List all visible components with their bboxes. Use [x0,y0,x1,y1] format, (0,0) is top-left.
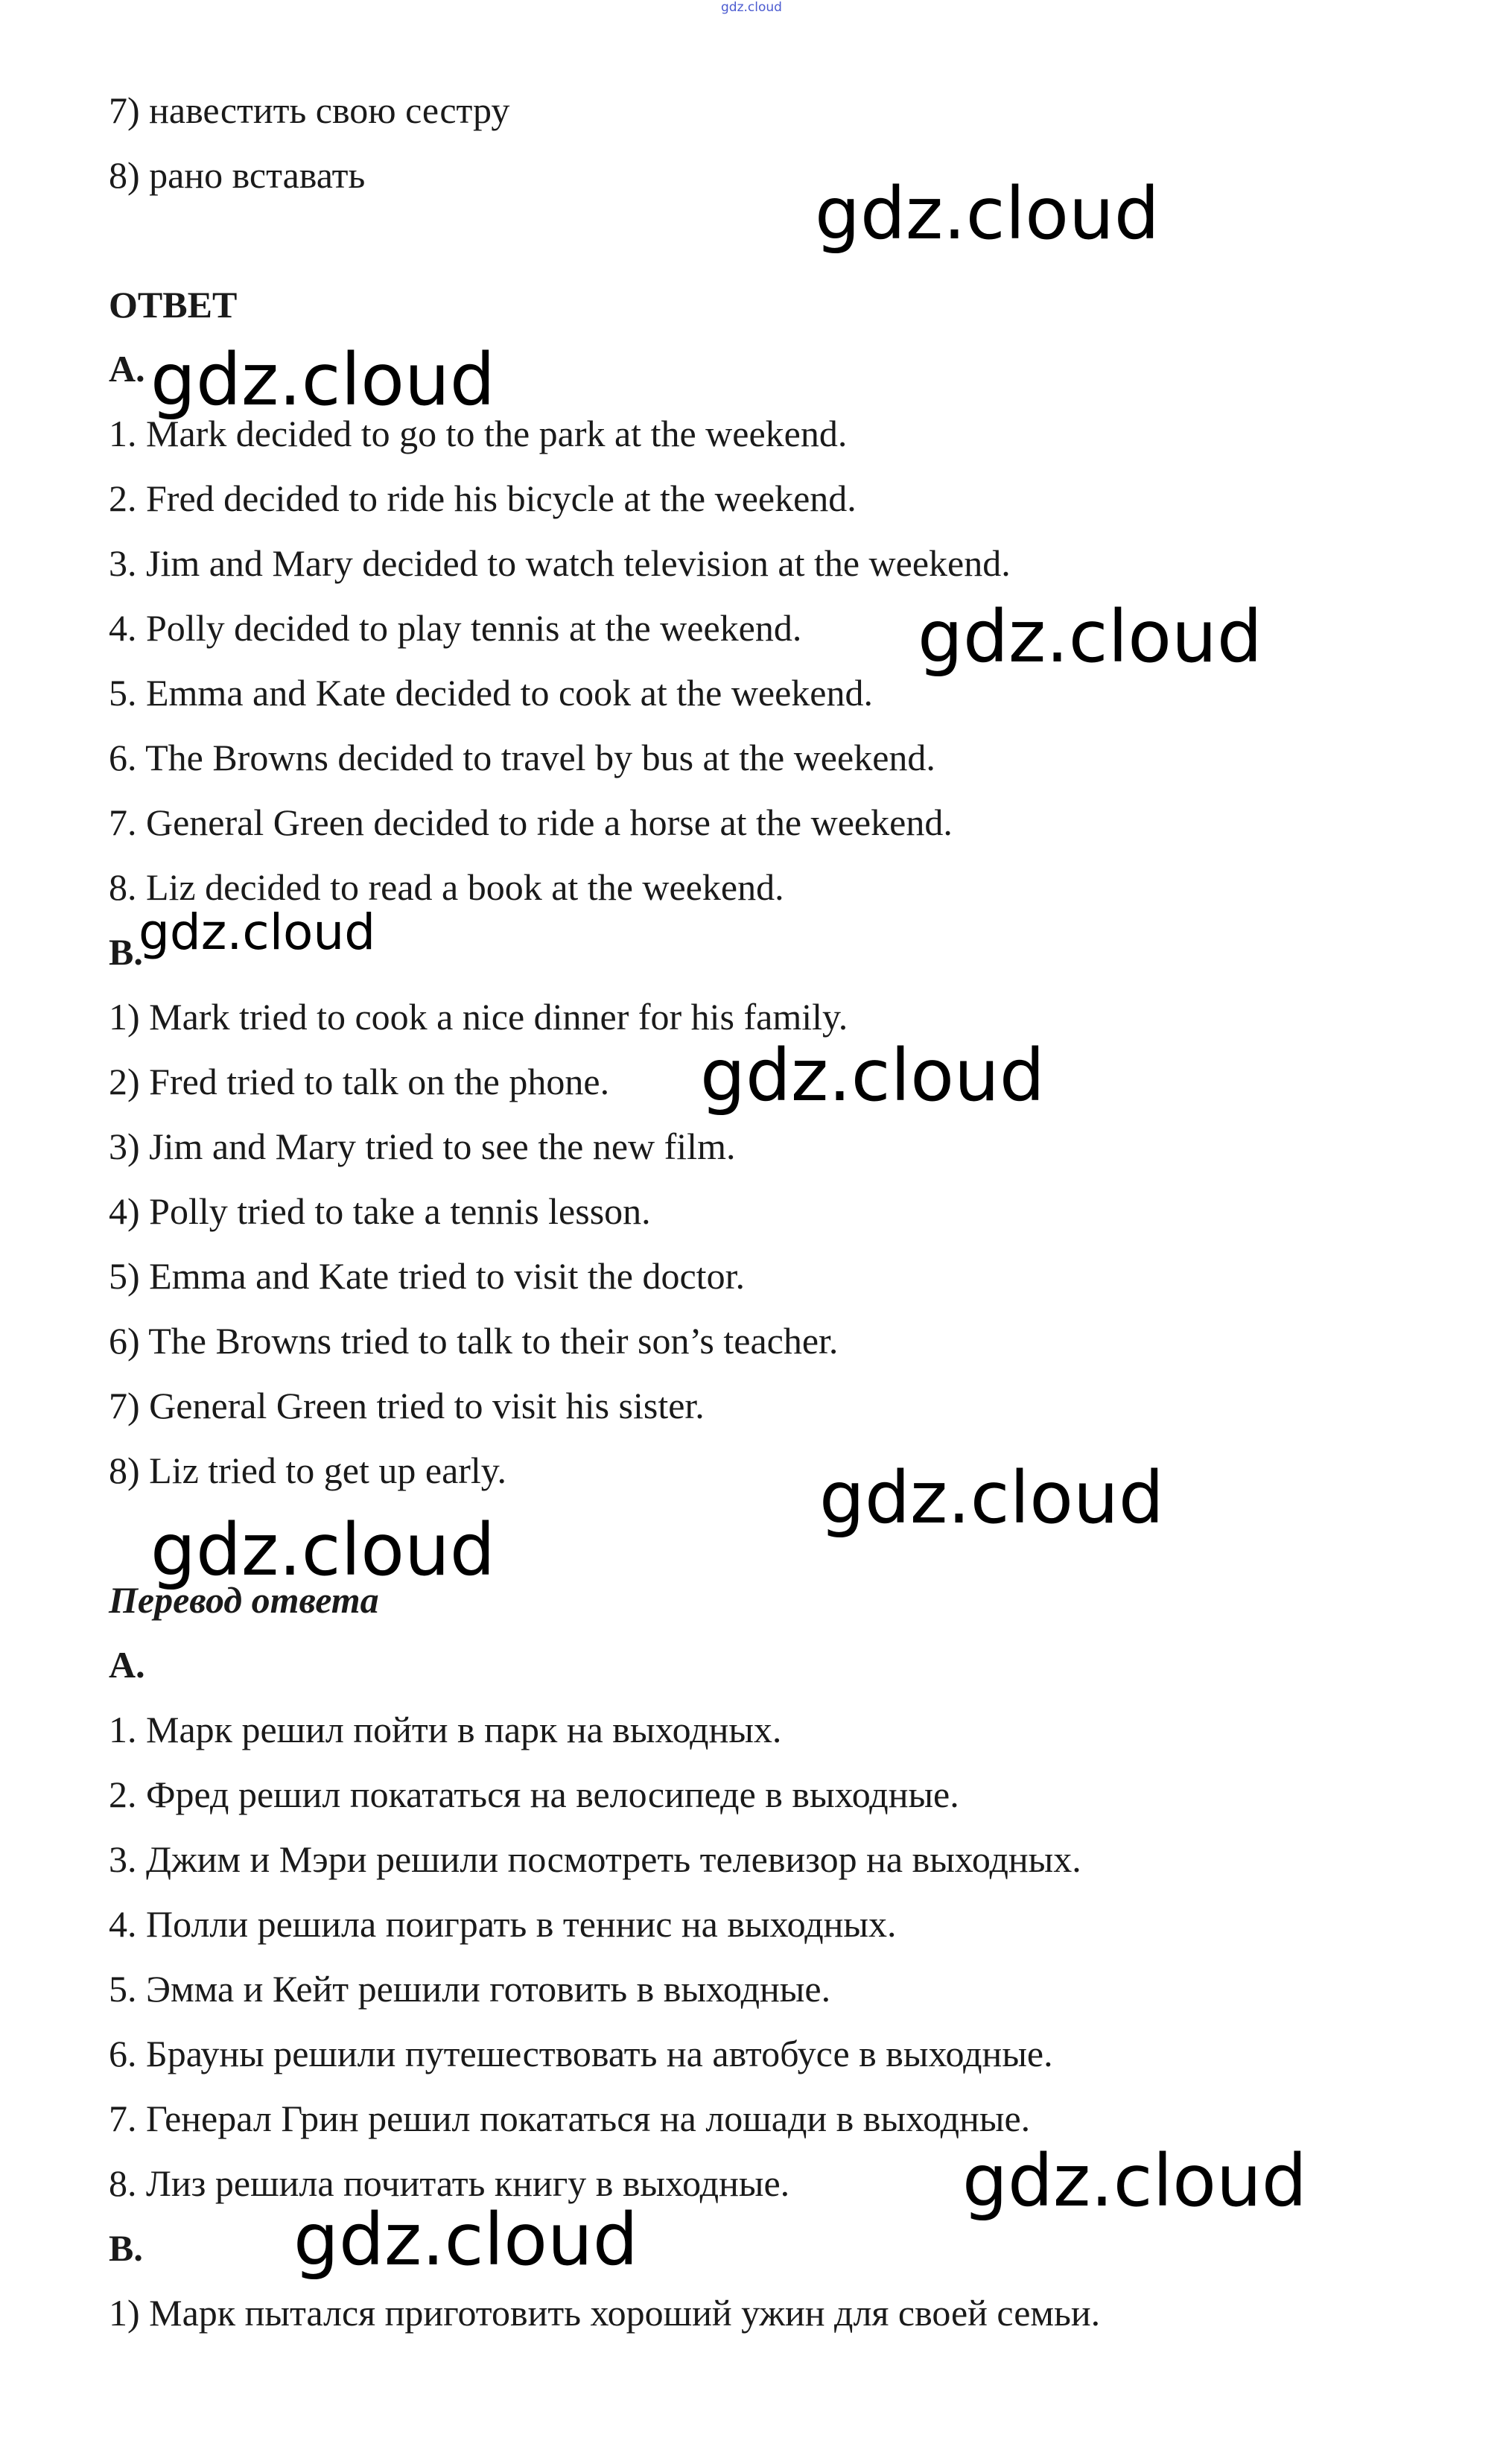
task-line-7: 7) навестить свою сестру [109,89,510,131]
answer-a-line-6: 6. The Browns decided to travel by bus at the weekend. [109,737,935,778]
answer-b-line-2: 2) Fred tried to talk on the phone. [109,1061,610,1102]
answer-a-line-7: 7. General Green decided to ride a horse at the weekend. [109,801,953,843]
answer-b-line-5: 5) Emma and Kate tried to visit the doctor. [109,1255,745,1297]
translation-a-line-6: 6. Брауны решили путешествовать на автобусе в выходные. [109,2033,1053,2074]
translation-a-line-2: 2. Фред решил покататься на велосипеде в выходные. [109,1774,959,1815]
translation-a-line-3: 3. Джим и Мэри решили посмотреть телевизор на выходных. [109,1838,1081,1880]
translation-section-a-label: A. [109,1644,145,1686]
translation-a-line-7: 7. Генерал Грин решил покататься на лошади в выходные. [109,2098,1031,2139]
answer-a-line-5: 5. Emma and Kate decided to cook at the weekend. [109,672,874,714]
watermark-3: gdz.cloud [918,595,1262,679]
translation-title: Перевод ответа [109,1579,379,1621]
watermark-4: gdz.cloud [139,904,376,961]
watermark-7: gdz.cloud [150,1508,495,1592]
answer-a-line-8: 8. Liz decided to read a book at the weekend. [109,866,784,908]
answer-b-line-6: 6) The Browns tried to talk to their son’s teacher. [109,1320,839,1362]
answer-a-line-3: 3. Jim and Mary decided to watch television at the weekend. [109,542,1011,584]
answer-b-line-3: 3) Jim and Mary tried to see the new film. [109,1125,736,1167]
watermark-2: gdz.cloud [150,338,495,422]
translation-a-line-4: 4. Полли решила поиграть в теннис на выходных. [109,1903,897,1945]
watermark-5: gdz.cloud [700,1034,1045,1117]
translation-section-b-label: B. [109,2227,143,2269]
answer-b-line-7: 7) General Green tried to visit his sister. [109,1385,705,1426]
watermark-1: gdz.cloud [815,172,1160,255]
answer-title: ОТВЕТ [109,284,238,326]
watermark-8: gdz.cloud [962,2139,1307,2223]
answer-b-line-4: 4) Polly tried to take a tennis lesson. [109,1190,651,1232]
watermark-9: gdz.cloud [293,2198,638,2282]
translation-a-line-8: 8. Лиз решила почитать книгу в выходные. [109,2162,790,2204]
task-line-8: 8) рано вставать [109,154,366,196]
translation-a-line-5: 5. Эмма и Кейт решили готовить в выходные. [109,1968,831,2010]
top-watermark: gdz.cloud [721,0,782,15]
answer-a-line-2: 2. Fred decided to ride his bicycle at the weekend. [109,477,857,519]
answer-section-a-label: A. [109,348,145,390]
watermark-6: gdz.cloud [819,1456,1164,1540]
answer-a-line-4: 4. Polly decided to play tennis at the weekend. [109,607,802,649]
answer-section-b-label: B. [109,931,143,973]
answer-b-line-1: 1) Mark tried to cook a nice dinner for his family. [109,996,848,1038]
answer-a-line-1: 1. Mark decided to go to the park at the weekend. [109,413,848,454]
translation-b-line-1: 1) Марк пытался приготовить хороший ужин для своей семьи. [109,2292,1101,2334]
translation-a-line-1: 1. Марк решил пойти в парк на выходных. [109,1709,782,1750]
answer-b-line-8: 8) Liz tried to get up early. [109,1449,507,1491]
